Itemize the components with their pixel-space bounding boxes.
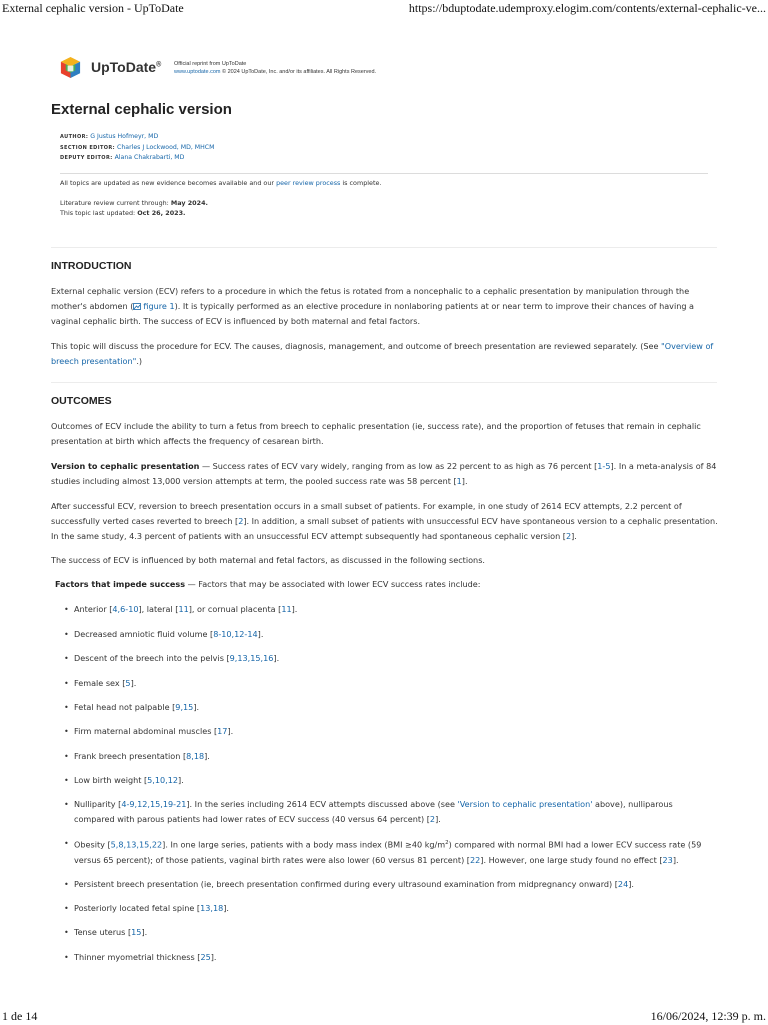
author-link[interactable]: G Justus Hofmeyr, MD (90, 133, 159, 140)
reference-link[interactable]: 9,13,15,16 (229, 653, 274, 663)
reference-link[interactable]: 4,6-10 (112, 604, 139, 614)
subheading-factors: Factors that impede success (55, 579, 186, 589)
reprint-notice: Official reprint from UpToDate www.uptodate.com © 2024 UpToDate, Inc. and/or its affiliates. All Rights Reserved. (174, 61, 377, 75)
reference-link[interactable]: 1-5 (597, 461, 611, 471)
section-editor-link[interactable]: Charles J Lockwood, MD, MHCM (117, 143, 215, 151)
section-editor-row: SECTION EDITOR: Charles J Lockwood, MD, MHCM (60, 143, 215, 151)
figure-1-link[interactable]: figure 1 (133, 301, 174, 311)
print-header (0, 1, 768, 17)
reference-link[interactable]: 23 (662, 854, 673, 865)
reference-link[interactable]: 22 (469, 854, 481, 865)
reference-link[interactable]: 11 (178, 604, 189, 614)
divider (51, 247, 717, 248)
section-heading-introduction: INTRODUCTION (51, 260, 132, 272)
uptodate-site-link[interactable]: www.uptodate.com (174, 69, 221, 75)
factors-intro: Factors that impede success — Factors that may be associated with lower ECV success rates include: (55, 579, 481, 589)
reference-link[interactable]: 4-9,12,15,19-21 (121, 799, 187, 809)
page-count: 1 de 14 (2, 1009, 38, 1023)
reference-link[interactable]: 9,15 (175, 702, 194, 712)
reference-link[interactable]: 11 (281, 604, 292, 614)
update-note: All topics are updated as new evidence becomes available and our peer review process is complete. (60, 179, 382, 187)
version-section-link[interactable]: 'Version to cephalic presentation' (457, 799, 593, 809)
byline (60, 132, 214, 164)
reference-link[interactable]: 2 (565, 531, 572, 541)
reference-link[interactable]: 2 (238, 516, 244, 526)
reference-link[interactable]: 1 (456, 476, 462, 486)
graphic-icon (133, 303, 141, 310)
divider (51, 382, 717, 383)
reference-link[interactable]: 8-10,12-14 (213, 629, 258, 639)
intro-paragraph-2: This topic will discuss the procedure for ECV. The causes, diagnosis, management, and outcome of breech presentation are reviewed separately. (See "Overview of breech presentation".) (51, 341, 714, 366)
uptodate-logo-text: UpToDate® (91, 59, 162, 75)
peer-review-link[interactable]: peer review process (276, 179, 341, 187)
print-footer (0, 1009, 768, 1025)
outcomes-paragraph-4: The success of ECV is influenced by both maternal and fetal factors, as discussed in the following sections. (51, 555, 485, 565)
reference-link[interactable]: 13,18 (200, 903, 224, 913)
print-datetime: 16/06/2024, 12:39 p. m. (650, 1009, 766, 1023)
subheading-version: Version to cephalic presentation (51, 461, 200, 471)
reference-link[interactable]: 5,8,13,15,22 (110, 839, 163, 850)
reference-link[interactable]: 17 (217, 726, 228, 736)
reference-link[interactable]: 2 (429, 814, 436, 824)
reference-link[interactable]: 5 (125, 678, 131, 688)
outcomes-paragraph-1: Outcomes of ECV include the ability to turn a fetus from breech to cephalic presentation (ie, success rate), and the proportion of fetuses that remain in cephalic presentation at birth which affects the frequency of cesarean birth. (51, 421, 701, 446)
reference-link[interactable]: 5,10,12 (147, 775, 179, 785)
intro-paragraph-1: External cephalic version (ECV) refers to a procedure in which the fetus is rotated from a noncephalic to a cephalic presentation by manipulation through the mother's abdomen ( figure 1). It is typically performed as an elective procedure in nonlaboring patients at or near term to improve their chances of having a vaginal cephalic birth. The success of ECV is influenced by both maternal and fetal factors. (51, 286, 694, 326)
section-heading-outcomes: OUTCOMES (51, 395, 112, 407)
reference-link[interactable]: 25 (200, 952, 211, 962)
last-updated-note: This topic last updated: Oct 26, 2023. (60, 209, 186, 217)
article-title: External cephalic version (51, 101, 232, 118)
reversion-paragraph: After successful ECV, reversion to breech presentation occurs in a small subset of patients. For example, in one study of 2614 ECV attempts, 2.2 percent of successfully verted cases reverted to breech [2]. In addition, a small subset of patients with unsuccessful ECV have spontaneous version to a cephalic presentation. In the same study, 4.3 percent of patients with an unsuccessful ECV attempt subsequently had spontaneous cephalic version [2]. (51, 501, 718, 541)
version-paragraph: Version to cephalic presentation — Success rates of ECV vary widely, ranging from as low as 22 percent to as high as 76 percent [1-5]. In a meta-analysis of 84 studies including almost 13,000 version attempts at term, the pooled success rate was 58 percent [1]. (51, 461, 717, 486)
deputy-editor-link[interactable]: Alana Chakrabarti, MD (114, 154, 185, 161)
page-title: External cephalic version - UpToDate (2, 1, 184, 15)
reference-link[interactable]: 15 (131, 927, 142, 937)
uptodate-logo-icon (59, 56, 82, 79)
lit-review-note: Literature review current through: May 2024. (60, 199, 208, 207)
deputy-editor-row: DEPUTY EDITOR: Alana Chakrabarti, MD (60, 154, 185, 161)
reference-link[interactable]: 24 (617, 879, 629, 889)
divider (60, 173, 708, 174)
author-row: AUTHOR: G Justus Hofmeyr, MD (60, 133, 159, 140)
reference-link[interactable]: 8,18 (186, 751, 205, 761)
page-url[interactable]: https://bduptodate.udemproxy.elogim.com/contents/external-cephalic-ve... (408, 1, 766, 15)
breech-overview-link[interactable]: "Overview of breech presentation" (51, 341, 714, 366)
